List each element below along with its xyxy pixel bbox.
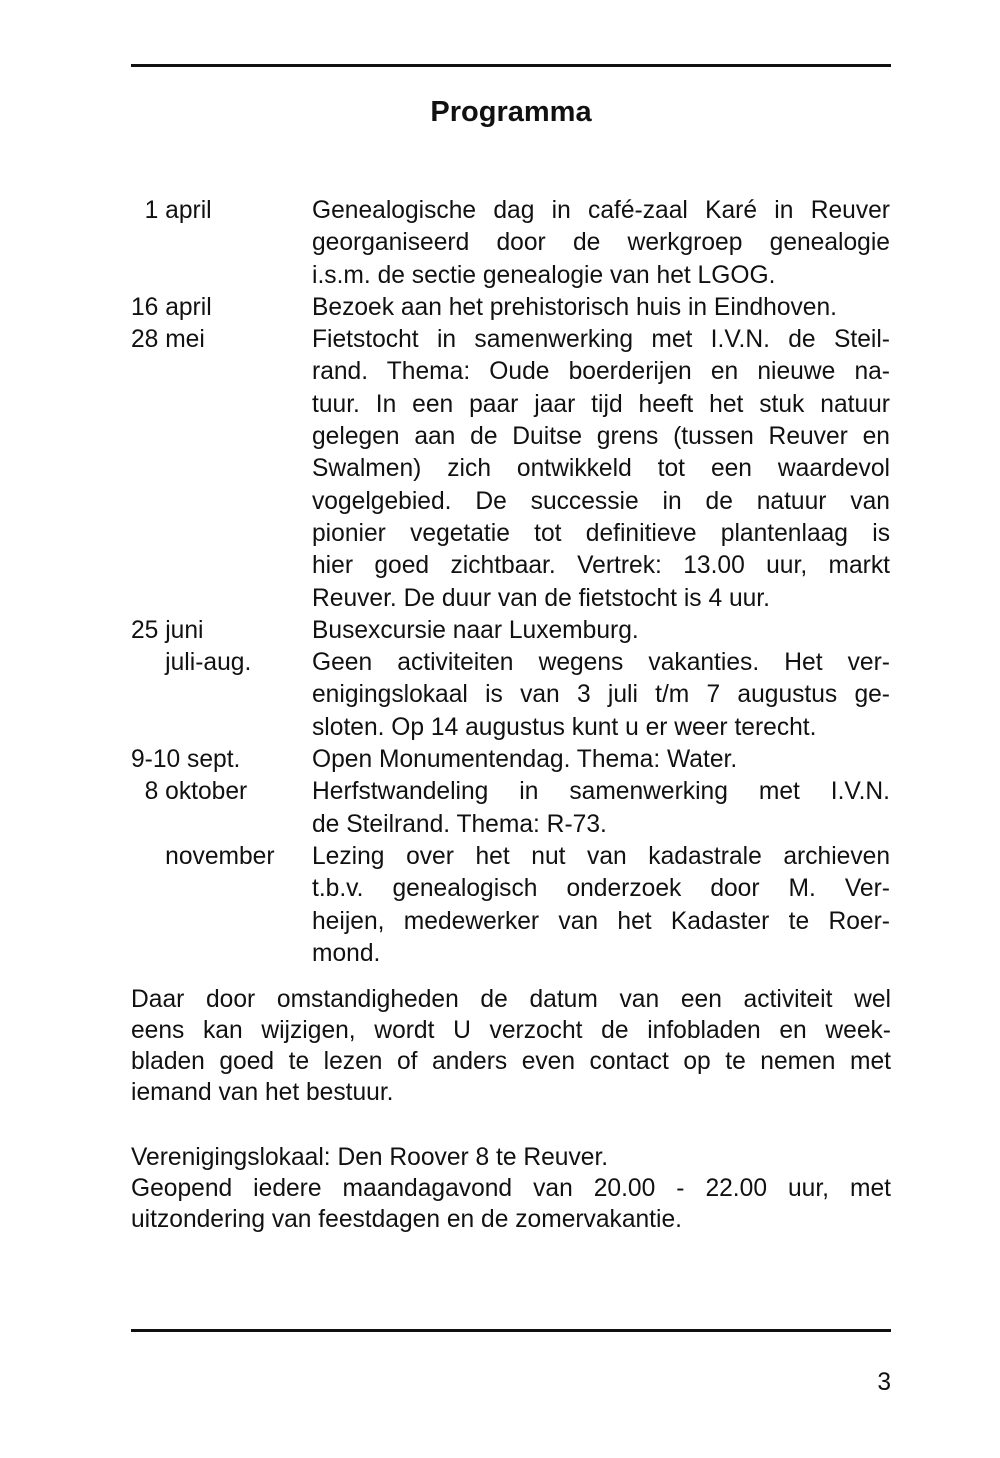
entry-date: november: [131, 842, 275, 870]
location-paragraph: [131, 1142, 891, 1235]
program-list: [0, 195, 1000, 970]
program-entry: [0, 615, 1000, 647]
top-rule: [131, 64, 891, 67]
change-notice-paragraph: [131, 984, 891, 1108]
entry-date: 16 april: [131, 293, 212, 321]
entry-description: [312, 744, 890, 776]
description-line: Genealogische dag in café-zaal Karé in Reuver: [312, 197, 890, 224]
description-line: pionier vegetatie tot definitieve plantenlaag is: [312, 519, 890, 547]
description-line: georganiseerd door de werkgroep genealogie: [312, 229, 890, 257]
description-line: de Steilrand. Thema: R-73.: [312, 810, 607, 838]
description-line: hier goed zichtbaar. Vertrek: 13.00 uur, markt: [312, 552, 890, 580]
program-entry: [0, 841, 1000, 970]
page-title: Programma: [430, 96, 592, 128]
program-entry: [0, 195, 1000, 292]
description-line: sloten. Op 14 augustus kunt u er weer terecht.: [312, 713, 817, 741]
description-line: i.s.m. de sectie genealogie van het LGOG.: [312, 261, 776, 289]
entry-date: 8 oktober: [131, 778, 248, 806]
paragraph-line: Daar door omstandigheden de datum van een activiteit wel: [131, 986, 891, 1013]
description-line: Reuver. De duur van de fietstocht is 4 uur.: [312, 584, 770, 612]
description-line: heijen, medewerker van het Kadaster te Roer-: [312, 907, 890, 935]
entry-description: [312, 776, 890, 841]
entry-description: [312, 841, 890, 970]
page-number: 3: [877, 1369, 891, 1396]
paragraph-line: Geopend iedere maandagavond van 20.00 - 22.00 uur, met: [131, 1175, 891, 1202]
entry-date: 1 april: [131, 197, 212, 224]
description-line: tuur. In een paar jaar tijd heeft het stuk natuur: [312, 390, 890, 418]
program-entry: [0, 647, 1000, 744]
program-entry: [0, 324, 1000, 615]
program-entry: [0, 292, 1000, 324]
description-line: Herfstwandeling in samenwerking met I.V.N.: [312, 778, 890, 806]
entry-description: [312, 324, 890, 615]
paragraph-line: eens kan wijzigen, wordt U verzocht de infobladen en week-: [131, 1017, 891, 1044]
description-line: Geen activiteiten wegens vakanties. Het ver-: [312, 649, 890, 677]
entry-date: juli-aug.: [131, 649, 252, 677]
description-line: enigingslokaal is van 3 juli t/m 7 augustus ge-: [312, 681, 890, 709]
bottom-rule: [131, 1329, 891, 1332]
description-line: vogelgebied. De successie in de natuur van: [312, 487, 890, 515]
paragraph-line: bladen goed te lezen of anders even contact op te nemen met: [131, 1048, 891, 1075]
paragraph-line: Verenigingslokaal: Den Roover 8 te Reuver.: [131, 1144, 609, 1171]
description-line: Swalmen) zich ontwikkeld tot een waardevol: [312, 455, 890, 483]
description-line: rand. Thema: Oude boerderijen en nieuwe na-: [312, 358, 890, 386]
entry-date: 28 mei: [131, 326, 205, 354]
entry-date: 9-10 sept.: [131, 746, 241, 774]
paragraph-line: iemand van het bestuur.: [131, 1079, 394, 1106]
entry-date: 25 juni: [131, 616, 204, 644]
description-line: gelegen aan de Duitse grens (tussen Reuver en: [312, 423, 890, 451]
program-entry: [0, 776, 1000, 841]
description-line: Lezing over het nut van kadastrale archieven: [312, 842, 890, 870]
program-entry: [0, 744, 1000, 776]
entry-description: [312, 292, 890, 324]
description-line: Busexcursie naar Luxemburg.: [312, 616, 639, 644]
description-line: Bezoek aan het prehistorisch huis in Eindhoven.: [312, 293, 837, 321]
description-line: t.b.v. genealogisch onderzoek door M. Ver-: [312, 875, 890, 903]
description-line: Fietstocht in samenwerking met I.V.N. de Steil-: [312, 326, 890, 354]
entry-description: [312, 615, 890, 647]
entry-description: [312, 195, 890, 292]
description-line: mond.: [312, 939, 381, 967]
paragraph-line: uitzondering van feestdagen en de zomervakantie.: [131, 1206, 682, 1233]
entry-description: [312, 647, 890, 744]
description-line: Open Monumentendag. Thema: Water.: [312, 746, 738, 774]
